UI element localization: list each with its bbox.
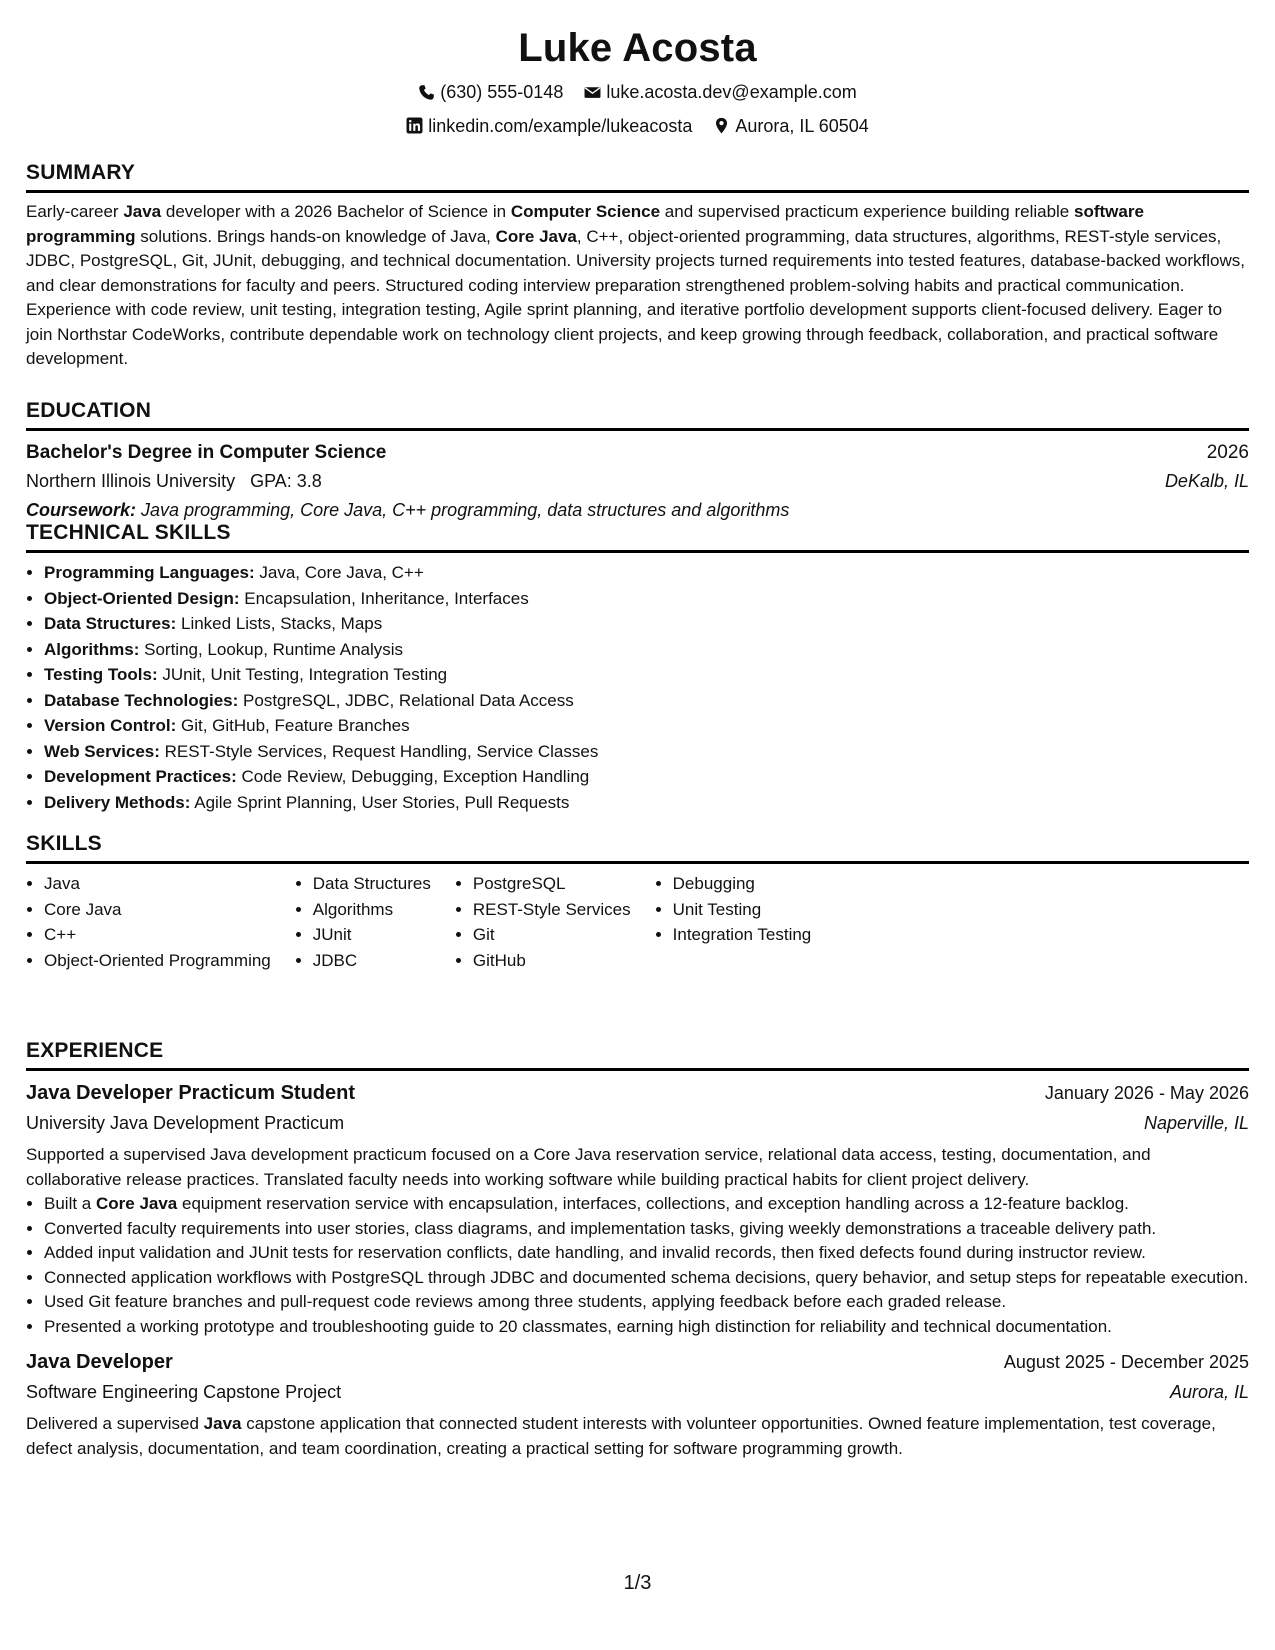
email-text: luke.acosta.dev@example.com — [606, 82, 857, 102]
location-contact — [713, 114, 868, 138]
list-item: • Object-Oriented Programming — [44, 948, 271, 974]
skill-values: Git, GitHub, Feature Branches — [180, 716, 410, 735]
skill-values: Linked Lists, Stacks, Maps — [181, 614, 383, 633]
desc-text: Delivered a supervised — [26, 1414, 204, 1433]
skill-category: Delivery Methods: — [44, 792, 191, 812]
skill-category: Object-Oriented Design: — [44, 588, 240, 608]
list-item — [44, 713, 1249, 739]
bullet-bold: Core Java — [95, 1194, 178, 1213]
list-item: • Git — [473, 922, 631, 948]
summary-heading: SUMMARY — [26, 160, 1249, 193]
list-item: • JDBC — [313, 948, 431, 974]
skill-category: Algorithms: — [44, 639, 140, 659]
linkedin-text: linkedin.com/example/lukeacosta — [428, 115, 693, 136]
linkedin-contact[interactable] — [406, 114, 692, 138]
education-heading: EDUCATION — [26, 398, 1249, 431]
summary-part: and supervised practicum experience building reliable — [660, 202, 1074, 221]
summary-part: developer with a 2026 Bachelor of Science in — [161, 202, 511, 221]
job-entry — [26, 1078, 1249, 1339]
skill-category: Programming Languages: — [44, 563, 255, 582]
job-description — [26, 1412, 1249, 1461]
skill-category: Data Structures: — [44, 614, 177, 633]
list-item — [44, 586, 1249, 612]
skill-category: Testing Tools: — [44, 665, 158, 684]
envelope-icon — [584, 84, 601, 101]
candidate-name: Luke Acosta — [518, 26, 757, 70]
bullet-text: Built a — [44, 1194, 96, 1213]
job-description: Supported a supervised Java development practicum focused on a Core Java reservation service, relational data access, testing, documentation, and collaborative release practices. Translated faculty needs into working software while building practical habits for client project delivery. — [26, 1145, 1151, 1189]
location-text: Aurora, IL 60504 — [735, 115, 869, 136]
education-section — [26, 398, 1249, 525]
list-item: • Added input validation and JUnit tests for reservation conflicts, date handling, and invalid records, then fixed defects found during instructor review. — [44, 1241, 1249, 1266]
job-header — [26, 1347, 1249, 1377]
skill-values: Java, Core Java, C++ — [259, 563, 424, 582]
summary-text — [26, 200, 1249, 372]
list-item: • Data Structures — [313, 871, 431, 897]
skill-category: Web Services: — [44, 741, 160, 761]
skills-heading: SKILLS — [26, 831, 1249, 864]
skills-column — [295, 871, 431, 973]
degree-title: Bachelor's Degree in Computer Science — [26, 442, 387, 463]
summary-part: Early-career — [26, 202, 124, 221]
degree-row — [26, 439, 1249, 467]
job-org: Software Engineering Capstone Project — [26, 1382, 342, 1402]
summary-part: solutions. Brings hands-on knowledge of Java, — [135, 226, 496, 246]
email-contact[interactable] — [584, 80, 856, 104]
skill-values: REST-Style Services, Request Handling, Service Classes — [164, 741, 599, 761]
skill-values: Code Review, Debugging, Exception Handling — [241, 767, 590, 786]
experience-section — [26, 1038, 1249, 1461]
job-dates: January 2026 - May 2026 — [1044, 1083, 1249, 1103]
list-item: • REST-Style Services — [473, 897, 631, 923]
summary-part: , C++, object-oriented programming, data structures, algorithms, REST-style services, JDBC, PostgreSQL, Git, JUnit, debugging, and technical documentation. University projects turned requirements into tested features, database-backed workflows, and clear demonstrations for faculty and peers. Structured coding interview preparation strengthened problem-solving habits and practical communication. Experience with code review, unit testing, integration testing, Agile sprint planning, and iterative portfolio development supports client-focused delivery. Eager to join Northstar CodeWorks, contribute dependable work on technology client projects, and keep growing through feedback, collaboration, and practical software development. — [26, 226, 1245, 368]
skill-values: Encapsulation, Inheritance, Interfaces — [244, 588, 529, 608]
skill-values: Sorting, Lookup, Runtime Analysis — [144, 639, 404, 659]
list-item: • Debugging — [673, 871, 812, 897]
job-header — [26, 1078, 1249, 1108]
coursework-label: Coursework: — [26, 500, 137, 520]
contact-row — [26, 80, 1249, 107]
desc-text: capstone application that connected student interests with volunteer opportunities. Owned feature implementation, test coverage, defect analysis, documentation, and team coordination, creating a practical setting for software programming growth. — [26, 1414, 1216, 1458]
summary-bold: Java — [123, 202, 162, 221]
phone-contact[interactable] — [418, 80, 563, 104]
degree-year: 2026 — [1206, 442, 1249, 463]
summary-bold: Core Java — [495, 226, 577, 246]
list-item: • C++ — [44, 922, 271, 948]
phone-icon — [418, 84, 435, 101]
list-item: • Connected application workflows with PostgreSQL through JDBC and documented schema decisions, query behavior, and setup steps for repeatable execution. — [44, 1266, 1249, 1291]
skill-values: PostgreSQL, JDBC, Relational Data Access — [243, 690, 574, 710]
technical-skills-list — [26, 560, 1249, 815]
summary-bold: Computer Science — [510, 202, 661, 221]
job-org: University Java Development Practicum — [26, 1113, 345, 1133]
skills-column — [655, 871, 812, 973]
job-bullets — [26, 1192, 1249, 1339]
summary-section — [26, 160, 1249, 372]
list-item: • Unit Testing — [673, 897, 812, 923]
job-location: Aurora, IL — [1169, 1382, 1249, 1402]
contact-row — [26, 114, 1249, 141]
school-info — [26, 467, 322, 496]
summary-bold: software programming — [26, 202, 1144, 246]
phone-text: (630) 555-0148 — [440, 82, 564, 102]
list-item — [44, 611, 1249, 637]
skills-section — [26, 831, 1249, 973]
skills-column — [26, 871, 271, 973]
skill-values: Agile Sprint Planning, User Stories, Pull Requests — [194, 792, 570, 812]
job-org-row — [26, 1377, 1249, 1407]
gpa: GPA: 3.8 — [250, 471, 322, 491]
desc-bold: Java — [203, 1414, 242, 1433]
list-item — [44, 560, 1249, 586]
list-item: • GitHub — [473, 948, 631, 974]
linkedin-icon — [406, 117, 423, 134]
list-item: • Presented a working prototype and troubleshooting guide to 20 classmates, earning high distinction for reliability and technical documentation. — [44, 1315, 1249, 1340]
skills-column — [455, 871, 631, 973]
list-item: • JUnit — [313, 922, 431, 948]
list-item — [44, 637, 1249, 663]
school-location: DeKalb, IL — [1164, 471, 1249, 491]
skill-category: Database Technologies: — [44, 690, 239, 710]
list-item — [44, 662, 1249, 688]
skill-category: Version Control: — [44, 716, 177, 735]
list-item — [44, 790, 1249, 816]
list-item: • Integration Testing — [673, 922, 812, 948]
skills-grid — [26, 871, 1249, 973]
list-item — [44, 764, 1249, 790]
page-number: 1/3 — [623, 1572, 652, 1594]
skill-values: JUnit, Unit Testing, Integration Testing — [162, 665, 448, 684]
list-item — [44, 688, 1249, 714]
list-item: • Java — [44, 871, 271, 897]
list-item: • Converted faculty requirements into user stories, class diagrams, and implementation tasks, giving weekly demonstrations a traceable delivery path. — [44, 1217, 1249, 1242]
technical-skills-heading: TECHNICAL SKILLS — [26, 520, 1249, 553]
skill-category: Development Practices: — [44, 767, 237, 786]
list-item — [44, 1192, 1249, 1217]
job-dates: August 2025 - December 2025 — [1003, 1352, 1249, 1372]
job-title: Java Developer Practicum Student — [26, 1082, 356, 1104]
list-item: • Core Java — [44, 897, 271, 923]
experience-heading: EXPERIENCE — [26, 1038, 1249, 1071]
map-pin-icon — [713, 117, 730, 134]
list-item — [44, 739, 1249, 765]
job-org-row — [26, 1108, 1249, 1138]
technical-skills-section — [26, 520, 1249, 815]
list-item: • Algorithms — [313, 897, 431, 923]
job-title: Java Developer — [26, 1351, 173, 1373]
school-name: Northern Illinois University — [26, 471, 236, 491]
job-location: Naperville, IL — [1143, 1113, 1249, 1133]
resume-page — [26, 0, 1249, 1458]
bullet-text: equipment reservation service with encapsulation, interfaces, collections, and exception handling across a 12-feature backlog. — [177, 1194, 1129, 1213]
job-entry — [26, 1347, 1249, 1461]
list-item: • Used Git feature branches and pull-request code reviews among three students, applying feedback before each graded release. — [44, 1290, 1249, 1315]
school-row — [26, 467, 1249, 496]
list-item: • PostgreSQL — [473, 871, 631, 897]
coursework-text: Java programming, Core Java, C++ programming, data structures and algorithms — [141, 500, 790, 520]
